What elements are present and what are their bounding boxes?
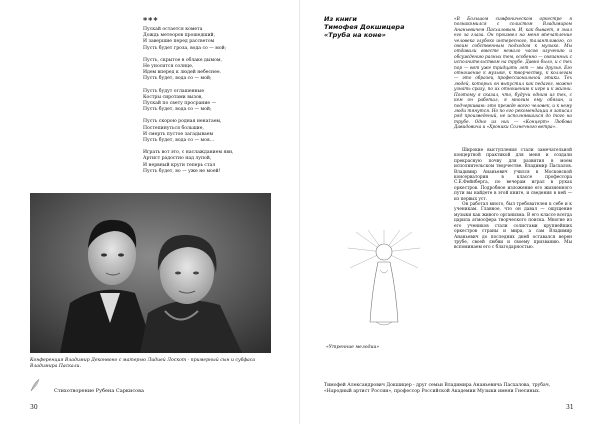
title-line: «Труба на коне» — [324, 31, 386, 39]
poem — [143, 27, 293, 181]
bottom-caption: Тимофей Александрович Докшицер - друг семьи Владимира Ананьевича Пасхалова, трубач, «Народный артист России», профессор Российской Академии Музыки имени Гнесиных. — [324, 383, 551, 394]
poem-line: Пусть скорою родная ненатаем, — [143, 119, 222, 125]
photo-illustration — [30, 193, 271, 353]
poem-line: Пусть будет, вода со — моя... — [143, 138, 215, 144]
poem-line: Дождь метеоров прошедший, — [143, 33, 216, 39]
poem-stanza — [143, 89, 293, 114]
poem-line: И смерть пустое загадываем — [143, 131, 214, 137]
poem-line: Артист радостно над лупой, — [143, 156, 212, 162]
section-separator: *** — [143, 15, 159, 25]
poem-stanza — [143, 119, 293, 144]
body-paragraph: Широкие выступления стали замечательной концертной практикой для меня и создали прекрасную почву для развития в моем исполнительском творчестве. Владимир Пасхалов. Владимир Ананьевич учился в Московской консерватории в классе профессора С.Е.Фейнберга, по вечерам играл в руках оркестров. Подробное изложение его жизненного пути вы найдете в этой книге, и сведения в ней — из первых уст. — [454, 148, 572, 202]
poem-line: Пусть будет, вода со — мой; — [143, 107, 212, 113]
poem-line: Идем вперед к людей небеснее. — [143, 70, 222, 76]
poem-stanza — [143, 27, 293, 52]
lead-paragraph: «В Большом симфоническом оркестре я познакомился с солистом Владимиром Ананьевичем Пасхаловым. И, как бывает, я знал его за глаза. Он произвел на меня впечатление человека глубоко интересного, талантливого, со своим собственным подходом к музыке. Мы отдавали вместе немало часов изучению и обсуждению разных тем, особенно — связанных с исполнительством на трубе. Давно было, и с тех пор — вот уже тридцать лет — мы друзья. Его отношение к музыке, к творчеству, к коллегам — это образец профессиональной этики. Тех людей, которых он выпустил как педагог, можно узнать сразу, по их отношению к игре и к жизни. Поэтому я сказал, что, будучи одним из тех, с кем он работал, я многим ему обязан, и подчеркиваю: это прежде всего человек, и к нему люди тянутся. Но по его рекомендации я записал ряд произведений, не исполнявшихся до того на трубе. Одно из них — «Концерт» Любова Давидовича и «Хроники Солнечного ветра». — [454, 17, 572, 131]
poem-line: Постепинуться большие, — [143, 125, 204, 131]
poem-line: Пусть будет, вода со — мой; — [143, 76, 212, 82]
page-number-right: 31 — [566, 404, 574, 411]
title-line: Из книги — [324, 15, 357, 23]
byline-text: Стихотворение Рубена Саркисова — [54, 388, 144, 394]
body-text — [454, 148, 572, 251]
poem-line: Пусть будет гроза, вода со — мой; — [143, 45, 227, 51]
page-number-left: 30 — [30, 404, 38, 411]
title-line: Тимофея Докшицера — [324, 23, 405, 31]
poem-line: Пусть будет, во — уже не моей! — [143, 168, 221, 174]
poem-stanza — [143, 150, 293, 175]
poem-stanza — [143, 58, 293, 83]
feather-icon — [30, 378, 40, 392]
poem-line: И нервный круги теперь стал — [143, 162, 216, 168]
madonna-sketch-illustration — [348, 230, 420, 330]
poem-line: Пускай по свету просрание — — [143, 101, 217, 107]
poem-line: Костры сиротами вызов, — [143, 94, 203, 100]
right-page — [300, 0, 600, 424]
chapter-title — [324, 15, 444, 39]
poem-line: Пусть будут оглашенные — [143, 88, 205, 94]
poem-line: И завершие перед рассветом — [143, 39, 215, 45]
poem-line: Не уносится солнце, — [143, 64, 194, 70]
portrait-photo — [30, 193, 271, 353]
poem-line: Пусть, скрытое в облаке дымом, — [143, 57, 222, 63]
poem-line: Играть вот это, с наслажданием явн, — [143, 150, 234, 156]
photo-caption: Конференция Владимир Деконвоно с матерью Лидией Лоскот - примерный сын и субфаса Владимира Паскали. — [30, 358, 256, 369]
body-paragraph: Он работал много, был требователен к себе и к ученикам. Главное, что он давал — ощущение музыки как живого организма. В его классе всегда царила атмосфера творческого поиска. Многие из его учеников стали солистами крупнейших оркестров страны и мира, а сам Владимир Ананьевич до последних дней оставался верен трубе, своей любви и своему призванию. Мы вспоминаем его с благодарностью. — [454, 202, 572, 251]
poem-line: Пускай остается комета — [143, 27, 203, 32]
sketch-label: «Утренние мелодии» — [326, 345, 380, 350]
